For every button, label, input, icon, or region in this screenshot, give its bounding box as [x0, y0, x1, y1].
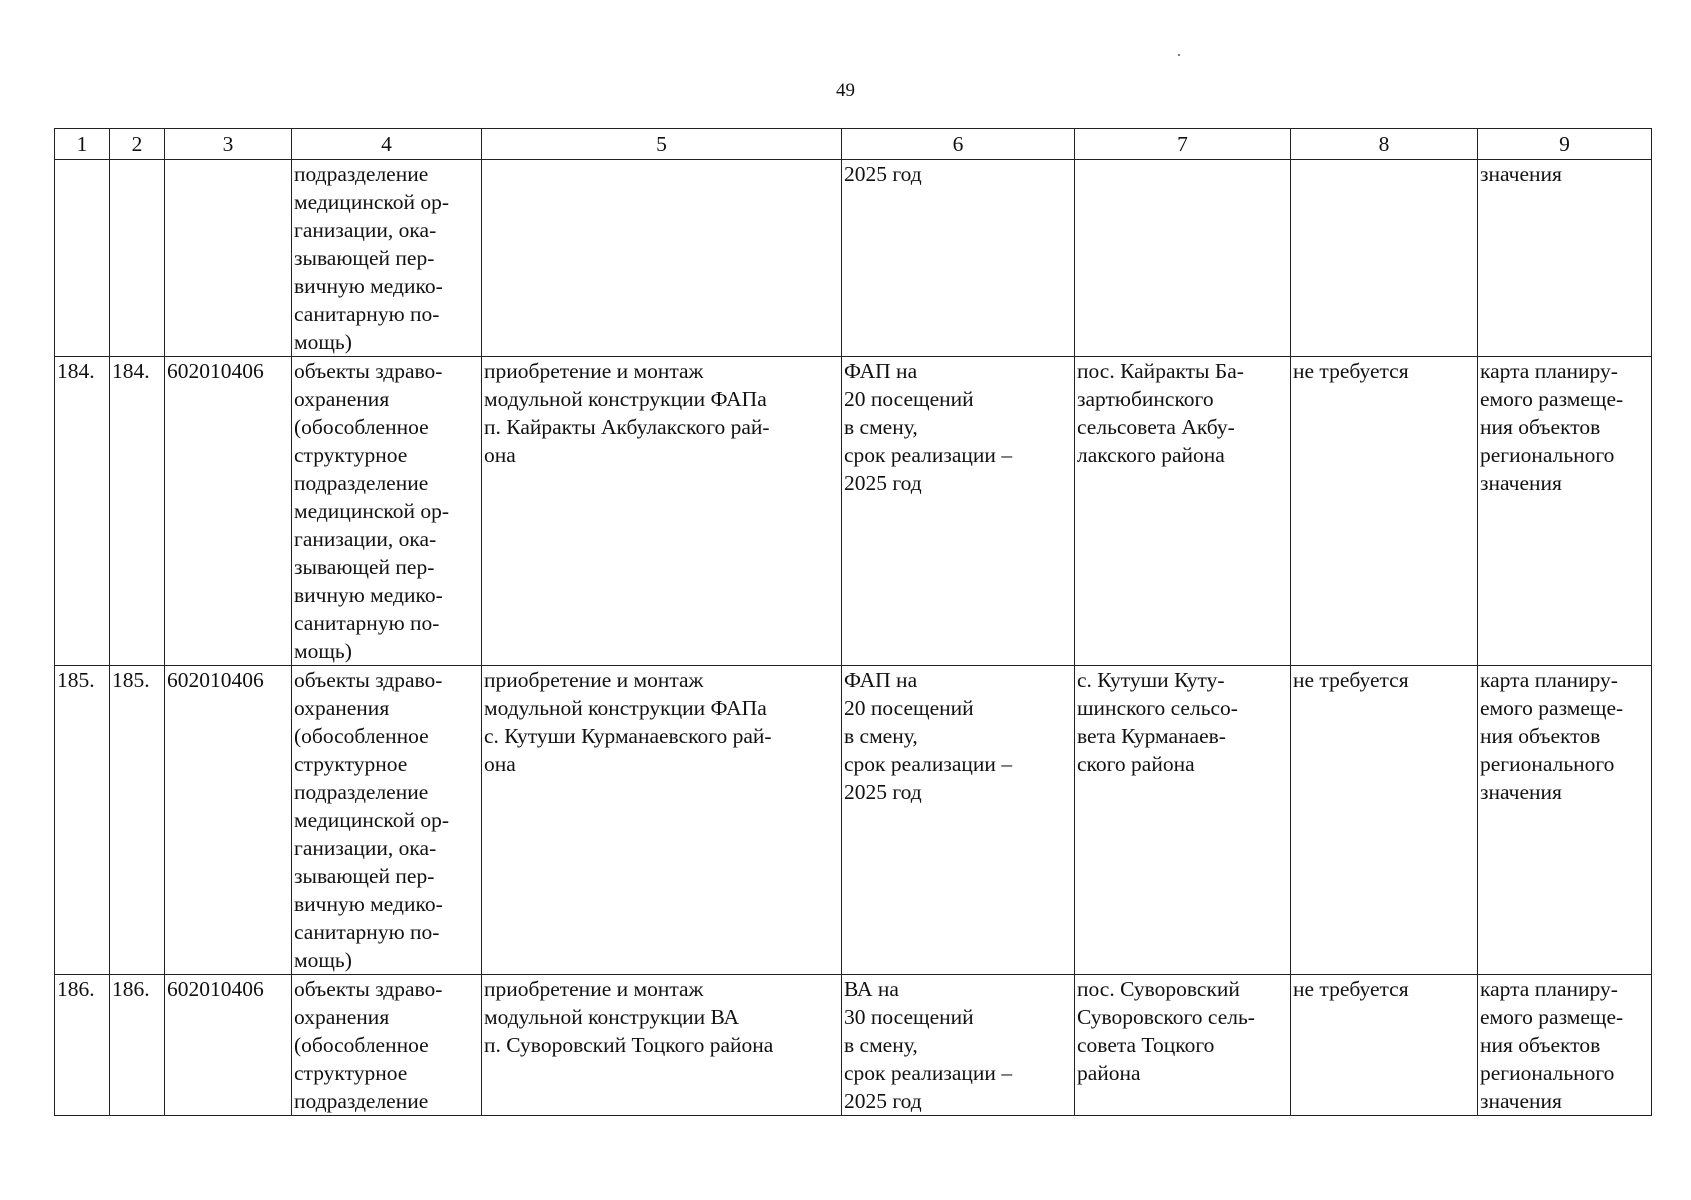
- cell-line: емого размеще-: [1480, 1005, 1624, 1029]
- column-header-6: 6: [842, 129, 1075, 160]
- cell-line: карта планиру-: [1480, 977, 1618, 1001]
- cell-line: 20 посещений: [844, 387, 974, 411]
- column-header-7: 7: [1075, 129, 1291, 160]
- cell-line: 185.: [57, 668, 95, 692]
- cell-line: санитарную по-: [294, 302, 440, 326]
- cell-characteristics: [842, 975, 1075, 1116]
- cell-line: мощь): [294, 639, 352, 663]
- column-header-5: 5: [482, 129, 842, 160]
- cell-line: карта планиру-: [1480, 668, 1618, 692]
- cell-line: ского района: [1077, 752, 1195, 776]
- cell-characteristics: [842, 666, 1075, 975]
- cell-row-index: [55, 666, 110, 975]
- cell-line: модульной конструкции ФАПа: [484, 696, 767, 720]
- cell-line: с. Кутуши Курманаевского рай-: [484, 724, 772, 748]
- cell-line: ганизации, ока-: [294, 218, 437, 242]
- cell-line: структурное: [294, 443, 408, 467]
- cell-line: п. Кайракты Акбулакского рай-: [484, 415, 770, 439]
- cell-object-type: [292, 357, 482, 666]
- cell-line: значения: [1480, 162, 1562, 186]
- cell-line: ния объектов: [1480, 724, 1601, 748]
- cell-map-reference: [1478, 975, 1652, 1116]
- column-header-2: 2: [110, 129, 165, 160]
- cell-line: ФАП на: [844, 359, 918, 383]
- cell-line: в смену,: [844, 1033, 918, 1057]
- cell-line: вичную медико-: [294, 583, 443, 607]
- cell-zone: [1291, 666, 1478, 975]
- column-header-8: 8: [1291, 129, 1478, 160]
- cell-line: (обособленное: [294, 415, 429, 439]
- cell-line: медицинской ор-: [294, 190, 450, 214]
- cell-code: [165, 160, 292, 357]
- page-number: 49: [836, 80, 855, 101]
- cell-line: зывающей пер-: [294, 246, 435, 270]
- cell-line: с. Кутуши Куту-: [1077, 668, 1225, 692]
- cell-line: подразделение: [294, 162, 429, 186]
- cell-line: 2025 год: [844, 471, 922, 495]
- column-header-4: 4: [292, 129, 482, 160]
- cell-characteristics: [842, 357, 1075, 666]
- cell-line: 186.: [112, 977, 150, 1001]
- cell-line: срок реализации –: [844, 1061, 1013, 1085]
- cell-line: емого размеще-: [1480, 387, 1624, 411]
- cell-row-index: [55, 160, 110, 357]
- cell-line: в смену,: [844, 724, 918, 748]
- cell-line: структурное: [294, 1061, 408, 1085]
- cell-map-reference: [1478, 666, 1652, 975]
- cell-map-reference: [1478, 160, 1652, 357]
- cell-line: лакского района: [1077, 443, 1225, 467]
- cell-line: модульной конструкции ФАПа: [484, 387, 767, 411]
- cell-line: значения: [1480, 1089, 1562, 1113]
- header-row: [55, 129, 1652, 160]
- cell-code: [165, 975, 292, 1116]
- cell-row-number: [110, 666, 165, 975]
- cell-zone: [1291, 975, 1478, 1116]
- cell-line: приобретение и монтаж: [484, 359, 704, 383]
- cell-map-reference: [1478, 357, 1652, 666]
- cell-line: санитарную по-: [294, 920, 440, 944]
- cell-line: 2025 год: [844, 1089, 922, 1113]
- cell-line: приобретение и монтаж: [484, 668, 704, 692]
- cell-line: в смену,: [844, 415, 918, 439]
- cell-line: ганизации, ока-: [294, 527, 437, 551]
- data-table: [54, 128, 1652, 1116]
- cell-zone: [1291, 160, 1478, 357]
- cell-line: структурное: [294, 752, 408, 776]
- cell-object-type: [292, 975, 482, 1116]
- cell-line: ния объектов: [1480, 415, 1601, 439]
- cell-line: п. Суворовский Тоцкого района: [484, 1033, 774, 1057]
- cell-line: не требуется: [1293, 668, 1409, 692]
- cell-line: приобретение и монтаж: [484, 977, 704, 1001]
- cell-line: не требуется: [1293, 977, 1409, 1001]
- cell-object-name: [482, 160, 842, 357]
- table-row: [55, 975, 1652, 1116]
- cell-line: зывающей пер-: [294, 555, 435, 579]
- cell-line: ганизации, ока-: [294, 836, 437, 860]
- cell-line: сельсовета Акбу-: [1077, 415, 1235, 439]
- cell-code: [165, 666, 292, 975]
- cell-row-index: [55, 975, 110, 1116]
- cell-row-number: [110, 357, 165, 666]
- cell-line: зартюбинского: [1077, 387, 1214, 411]
- cell-line: вичную медико-: [294, 892, 443, 916]
- cell-line: объекты здраво-: [294, 359, 443, 383]
- cell-row-number: [110, 975, 165, 1116]
- cell-line: Суворовского сель-: [1077, 1005, 1255, 1029]
- cell-object-type: [292, 160, 482, 357]
- cell-line: значения: [1480, 471, 1562, 495]
- cell-line: (обособленное: [294, 724, 429, 748]
- cell-location: [1075, 975, 1291, 1116]
- cell-line: подразделение: [294, 1089, 429, 1113]
- scan-speck: [1178, 54, 1180, 56]
- column-header-9: 9: [1478, 129, 1652, 160]
- cell-location: [1075, 357, 1291, 666]
- cell-line: пос. Кайракты Ба-: [1077, 359, 1244, 383]
- cell-line: не требуется: [1293, 359, 1409, 383]
- cell-line: санитарную по-: [294, 611, 440, 635]
- cell-line: шинского сельсо-: [1077, 696, 1238, 720]
- cell-line: (обособленное: [294, 1033, 429, 1057]
- cell-line: подразделение: [294, 780, 429, 804]
- cell-line: объекты здраво-: [294, 977, 443, 1001]
- cell-zone: [1291, 357, 1478, 666]
- cell-line: 602010406: [167, 359, 264, 383]
- cell-line: ФАП на: [844, 668, 918, 692]
- cell-object-type: [292, 666, 482, 975]
- cell-line: значения: [1480, 780, 1562, 804]
- cell-line: емого размеще-: [1480, 696, 1624, 720]
- cell-line: района: [1077, 1061, 1141, 1085]
- cell-location: [1075, 666, 1291, 975]
- cell-line: срок реализации –: [844, 752, 1013, 776]
- cell-line: объекты здраво-: [294, 668, 443, 692]
- cell-line: ВА на: [844, 977, 899, 1001]
- cell-line: 184.: [112, 359, 150, 383]
- cell-line: пос. Суворовский: [1077, 977, 1240, 1001]
- cell-line: 602010406: [167, 977, 264, 1001]
- cell-line: срок реализации –: [844, 443, 1013, 467]
- cell-line: медицинской ор-: [294, 499, 450, 523]
- cell-line: она: [484, 443, 516, 467]
- cell-line: совета Тоцкого: [1077, 1033, 1215, 1057]
- cell-line: вичную медико-: [294, 274, 443, 298]
- column-header-1: 1: [55, 129, 110, 160]
- cell-line: 30 посещений: [844, 1005, 974, 1029]
- cell-object-name: [482, 666, 842, 975]
- column-header-3: 3: [165, 129, 292, 160]
- cell-object-name: [482, 357, 842, 666]
- cell-line: ния объектов: [1480, 1033, 1601, 1057]
- cell-line: модульной конструкции ВА: [484, 1005, 740, 1029]
- cell-line: 2025 год: [844, 780, 922, 804]
- cell-line: 602010406: [167, 668, 264, 692]
- cell-line: подразделение: [294, 471, 429, 495]
- table-row: [55, 357, 1652, 666]
- cell-line: 185.: [112, 668, 150, 692]
- cell-line: 184.: [57, 359, 95, 383]
- cell-row-number: [110, 160, 165, 357]
- cell-object-name: [482, 975, 842, 1116]
- cell-row-index: [55, 357, 110, 666]
- cell-line: медицинской ор-: [294, 808, 450, 832]
- cell-line: она: [484, 752, 516, 776]
- cell-line: регионального: [1480, 1061, 1615, 1085]
- cell-code: [165, 357, 292, 666]
- cell-characteristics: [842, 160, 1075, 357]
- cell-line: 186.: [57, 977, 95, 1001]
- cell-line: карта планиру-: [1480, 359, 1618, 383]
- cell-line: мощь): [294, 330, 352, 354]
- cell-line: 2025 год: [844, 162, 922, 186]
- cell-line: регионального: [1480, 752, 1615, 776]
- cell-line: вета Курманаев-: [1077, 724, 1226, 748]
- cell-location: [1075, 160, 1291, 357]
- table-row: [55, 160, 1652, 357]
- cell-line: зывающей пер-: [294, 864, 435, 888]
- cell-line: охранения: [294, 387, 390, 411]
- table-row: [55, 666, 1652, 975]
- cell-line: регионального: [1480, 443, 1615, 467]
- cell-line: мощь): [294, 948, 352, 972]
- cell-line: 20 посещений: [844, 696, 974, 720]
- cell-line: охранения: [294, 696, 390, 720]
- cell-line: охранения: [294, 1005, 390, 1029]
